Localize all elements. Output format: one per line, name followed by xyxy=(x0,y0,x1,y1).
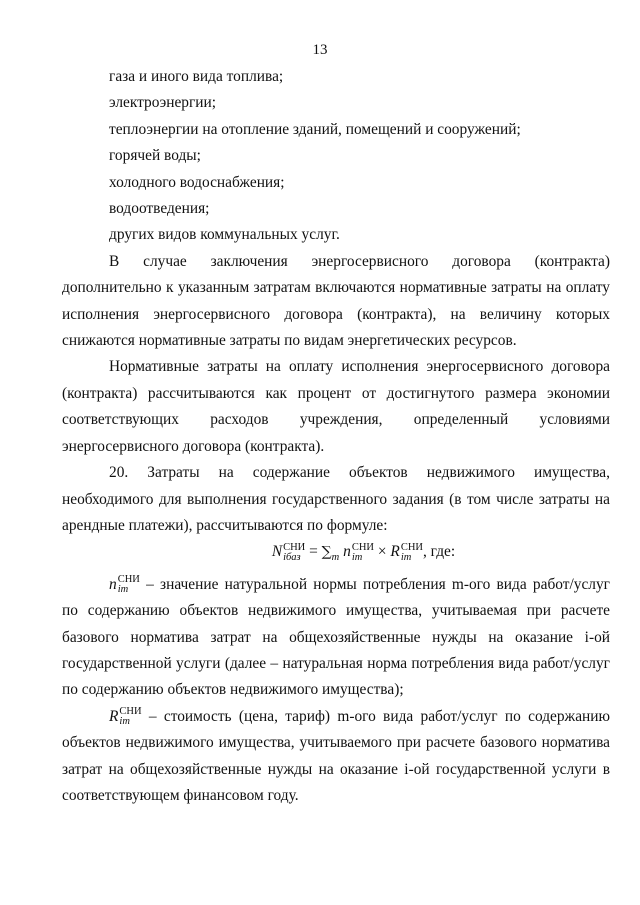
document-body xyxy=(62,64,610,809)
definition-r-symbol: R xyxy=(109,707,119,725)
formula-n-symbol: n xyxy=(343,543,351,561)
formula-sum-index: m xyxy=(331,552,340,564)
formula-lhs-sub: iбаз xyxy=(283,551,301,563)
definition-r-sup: СНИ xyxy=(119,706,142,718)
formula-n-sub: im xyxy=(351,551,363,563)
formula-sum-symbol: ∑ xyxy=(321,544,332,561)
definition-r-sub: im xyxy=(119,716,130,728)
paragraph-energy-service-contract: В случае заключения энергосервисного договора (контракта) дополнительно к указанным затратам включаются нормативные затраты на оплату исполнения энергосервисного договора (контракта), на величину которых снижаются нормативные затраты по видам энергетических ресурсов. xyxy=(62,252,610,350)
formula-r-sub: im xyxy=(400,551,412,563)
resource-list xyxy=(62,64,610,249)
page-number: 13 xyxy=(312,42,328,58)
formula-r-symbol: R xyxy=(390,543,400,561)
formula-suffix: , где: xyxy=(422,543,456,561)
list-item: других видов коммунальных услуг. xyxy=(109,226,340,244)
formula-equals: = xyxy=(309,543,318,561)
formula-times: × xyxy=(377,543,387,561)
formula-n-sup: СНИ xyxy=(351,541,374,553)
paragraph-contract-cost-calculation: Нормативные затраты на оплату исполнения энергосервисного договора (контракта) рассчитываются как процент от достигнутого размера экономии соответствующих расходов учреждения, определенный условиями энергосервисного договора (контракта). xyxy=(62,358,610,455)
formula xyxy=(62,539,610,571)
paragraph-section-20: 20. Затраты на содержание объектов недвижимого имущества, необходимого для выполнения государственного задания (в том числе затраты на арендные платежи), рассчитываются по формуле: xyxy=(62,464,610,534)
definition-n xyxy=(62,572,610,704)
definition-n-symbol: n xyxy=(109,575,117,593)
definition-n-sub: im xyxy=(117,584,129,596)
list-item: водоотведения; xyxy=(109,200,210,218)
list-item: холодного водоснабжения; xyxy=(109,173,285,191)
formula-lhs-sup: СНИ xyxy=(283,541,306,553)
definition-n-sup: СНИ xyxy=(117,574,140,586)
definition-r xyxy=(62,704,610,810)
list-item: газа и иного вида топлива; xyxy=(109,68,284,85)
definition-n-text: – значение натуральной нормы потребления m-ого вида работ/услуг по содержанию объектов недвижимого имущества, учитываемая при расчете базового норматива затрат на общехозяйственные нужды на оказание i-ой государственной услуги (далее – натуральная норма потребления вида работ/услуг по содержанию объектов недвижимого имущества); xyxy=(62,575,610,699)
definition-r-text: – стоимость (цена, тариф) m-ого вида работ/услуг по содержанию объектов недвижимого имущества, учитываемого при расчете базового норматива затрат на общехозяйственные нужды на оказание i-ой государственной услуги в соответствующем финансовом году. xyxy=(62,707,610,805)
list-item: электроэнергии; xyxy=(109,94,217,112)
list-item: горячей воды; xyxy=(109,147,201,165)
formula-r-sup: СНИ xyxy=(400,541,423,553)
list-item: теплоэнергии на отопление зданий, помещений и сооружений; xyxy=(109,120,521,138)
formula-lhs-symbol: N xyxy=(271,543,283,561)
